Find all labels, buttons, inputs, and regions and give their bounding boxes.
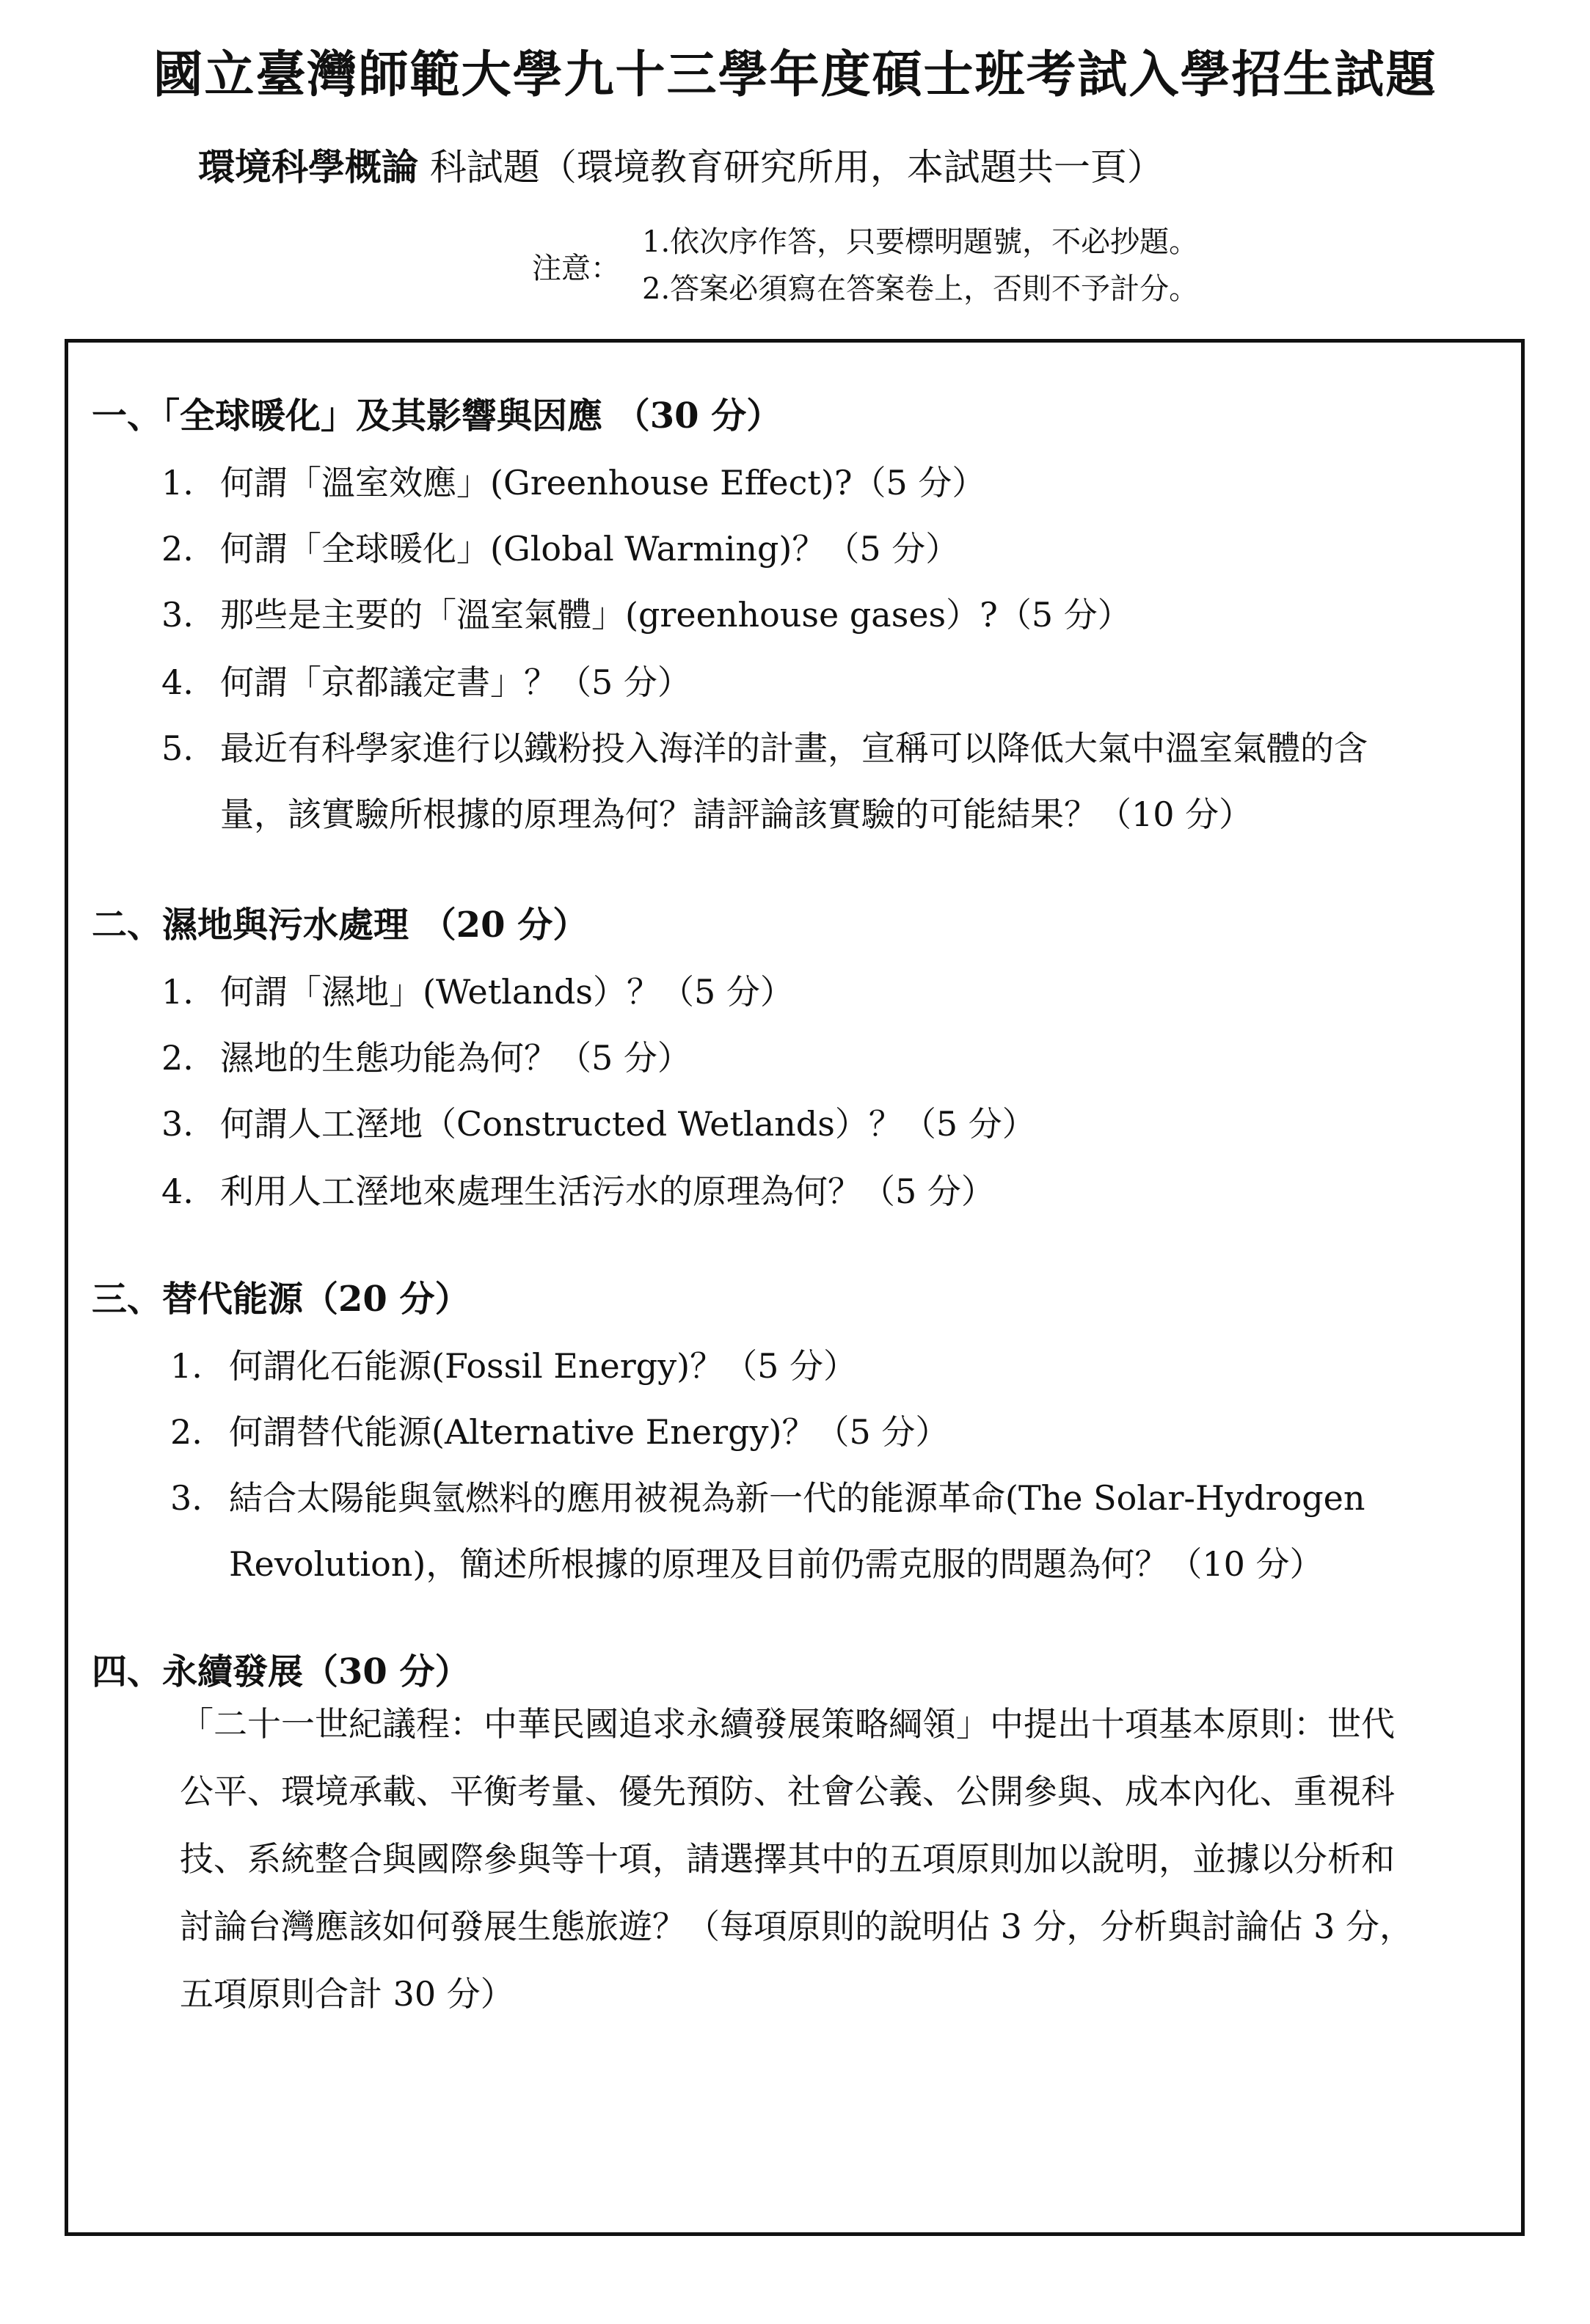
notes-label: 注意： <box>532 251 620 285</box>
question-number: 4. <box>161 1172 194 1211</box>
paragraph-line: 討論台灣應該如何發展生態旅遊？（每項原則的說明佔 3 分，分析與討論佔 3 分， <box>180 1907 1414 1946</box>
question-3-3 <box>170 1472 1365 1520</box>
question-number: 3. <box>170 1478 203 1518</box>
question-text: 何謂「溫室效應」(Greenhouse Effect)?（5 分） <box>220 463 986 503</box>
question-text: 結合太陽能與氫燃料的應用被視為新一代的能源革命(The Solar-Hydrogen <box>229 1478 1365 1518</box>
question-text: 何謂替代能源(Alternative Energy)？（5 分） <box>229 1412 949 1452</box>
question-text: 何謂化石能源(Fossil Energy)？（5 分） <box>229 1346 857 1386</box>
paragraph-line: 技、系統整合與國際參與等十項，請選擇其中的五項原則加以說明，並據以分析和 <box>180 1839 1395 1879</box>
question-number: 2. <box>161 1038 194 1078</box>
paragraph-line: 五項原則合計 30 分） <box>180 1974 514 2014</box>
paragraph-line: 公平、環境承載、平衡考量、優先預防、社會公義、公開參與、成本內化、重視科 <box>180 1772 1395 1811</box>
question-2-2 <box>161 1031 691 1080</box>
paragraph-line: 「二十一世紀議程：中華民國追求永續發展策略綱領」中提出十項基本原則：世代 <box>180 1704 1395 1744</box>
question-1-3 <box>161 588 1131 637</box>
exam-title: 國立臺灣師範大學九十三學年度碩士班考試入學招生試題 <box>153 45 1437 104</box>
question-number: 1. <box>161 463 194 503</box>
question-1-1 <box>161 456 985 505</box>
section-2-heading: 二、濕地與污水處理 （20 分） <box>92 905 588 946</box>
section-3-heading: 三、替代能源（20 分） <box>92 1279 470 1320</box>
question-number: 5. <box>161 728 194 768</box>
note-item: 1.依次序作答，只要標明題號，不必抄題。 <box>642 225 1199 259</box>
question-number: 3. <box>161 1104 194 1144</box>
question-1-5-continued: 量，該實驗所根據的原理為何？請評論該實驗的可能結果？（10 分） <box>220 794 1253 834</box>
question-text: 濕地的生態功能為何？（5 分） <box>220 1038 691 1078</box>
question-text: 最近有科學家進行以鐵粉投入海洋的計畫，宣稱可以降低大氣中溫室氣體的含 <box>220 728 1368 768</box>
notes-list <box>642 219 1198 313</box>
question-text: 何謂「全球暖化」(Global Warming)？（5 分） <box>220 529 960 569</box>
question-3-1 <box>170 1340 857 1388</box>
question-1-5 <box>161 722 1368 770</box>
question-2-3 <box>161 1097 1036 1146</box>
question-number: 4. <box>161 662 194 702</box>
note-item: 2.答案必須寫在答案卷上，否則不予計分。 <box>642 272 1199 306</box>
question-text: 何謂「濕地」(Wetlands）？（5 分） <box>220 972 794 1012</box>
section-1-heading: 一、「全球暖化」及其影響與因應 （30 分） <box>92 395 782 436</box>
question-number: 2. <box>161 529 194 569</box>
subject-name: 環境科學概論 <box>198 145 418 189</box>
question-number: 3. <box>161 595 194 635</box>
question-number: 1. <box>170 1346 203 1386</box>
exam-subtitle <box>198 138 1164 191</box>
question-1-4 <box>161 656 691 704</box>
subtitle-detail: 科試題（環境教育研究所用，本試題共一頁） <box>418 146 1164 189</box>
question-text: 何謂「京都議定書」？（5 分） <box>220 662 691 702</box>
question-text: 利用人工溼地來處理生活污水的原理為何？（5 分） <box>220 1172 995 1211</box>
section-4-paragraph <box>180 1690 1500 2028</box>
section-4-heading: 四、永續發展（30 分） <box>92 1651 470 1692</box>
question-2-1 <box>161 965 794 1014</box>
question-2-4 <box>161 1165 995 1213</box>
question-3-2 <box>170 1406 949 1454</box>
question-number: 2. <box>170 1412 203 1452</box>
question-number: 1. <box>161 972 194 1012</box>
notes-block <box>532 219 1198 313</box>
question-3-3-continued: Revolution)，簡述所根據的原理及目前仍需克服的問題為何？（10 分） <box>229 1544 1324 1584</box>
question-1-2 <box>161 522 959 571</box>
question-text: 那些是主要的「溫室氣體」(greenhouse gases）?（5 分） <box>220 595 1131 635</box>
question-text: 何謂人工溼地（Constructed Wetlands）？（5 分） <box>220 1104 1036 1144</box>
